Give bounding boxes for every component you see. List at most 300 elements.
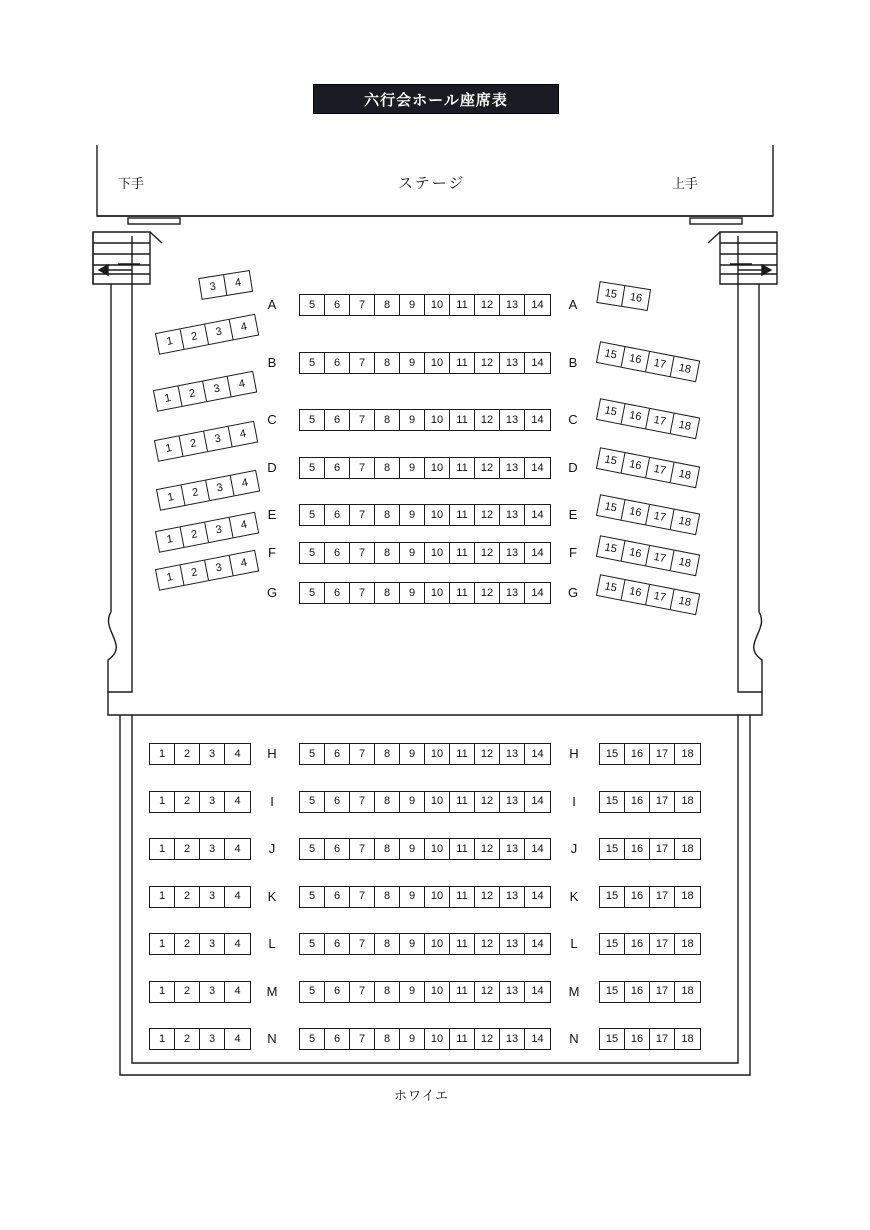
seat[interactable]: 17 (650, 1029, 675, 1049)
seat[interactable]: 9 (400, 982, 425, 1002)
seat[interactable]: 4 (234, 1032, 241, 1045)
seat[interactable]: 18 (681, 795, 694, 807)
seat[interactable]: 13 (500, 295, 525, 315)
seat[interactable]: 15 (597, 342, 625, 366)
seat[interactable]: 17 (650, 934, 675, 954)
seat[interactable]: 2 (181, 324, 209, 348)
seat-block-H-left[interactable] (149, 743, 251, 765)
seat[interactable]: 18 (681, 842, 694, 855)
seat[interactable]: 18 (681, 747, 694, 760)
seat-block-H-center[interactable] (299, 743, 551, 765)
seat[interactable]: 15 (600, 934, 625, 954)
seat[interactable]: 10 (425, 1029, 450, 1049)
seat[interactable]: 7 (350, 934, 375, 954)
seat[interactable]: 1 (150, 839, 175, 859)
seat[interactable]: 16 (625, 982, 650, 1002)
row-label-E-left: E (267, 507, 277, 522)
seat[interactable]: 3 (200, 792, 225, 812)
seat[interactable]: 10 (425, 792, 450, 812)
seat[interactable]: 16 (622, 453, 650, 477)
seat-block-G-right[interactable] (596, 574, 700, 615)
seat-block-N-center[interactable] (299, 1028, 551, 1050)
seat[interactable]: 10 (425, 583, 450, 603)
seat[interactable]: 5 (300, 744, 325, 764)
seat-block-I-left[interactable] (149, 791, 251, 813)
seat-block-M-right[interactable] (599, 981, 701, 1003)
seat[interactable]: 10 (425, 505, 450, 525)
seat[interactable]: 8 (375, 887, 400, 907)
seat[interactable]: 15 (597, 448, 625, 472)
seat[interactable]: 16 (625, 934, 650, 954)
seat[interactable]: 1 (150, 1029, 175, 1049)
seat[interactable]: 4 (238, 427, 247, 441)
seat[interactable]: 4 (234, 842, 241, 855)
seat[interactable]: 11 (450, 887, 475, 907)
row-label-I-left: I (270, 793, 274, 809)
seat[interactable]: 17 (646, 458, 674, 482)
seat[interactable]: 14 (531, 795, 544, 807)
seat[interactable]: 6 (325, 583, 350, 603)
seat[interactable]: 11 (450, 839, 475, 859)
seat[interactable]: 12 (475, 744, 500, 764)
seat[interactable]: 4 (239, 320, 248, 334)
seat[interactable]: 11 (450, 583, 475, 603)
seat[interactable]: 16 (629, 290, 644, 305)
seat-block-D-right[interactable] (596, 447, 700, 488)
seat-block-B-left[interactable] (155, 314, 259, 355)
seat[interactable]: 17 (646, 585, 674, 609)
seat-block-F-left[interactable] (155, 512, 259, 553)
seat-block-A-center[interactable] (299, 294, 551, 316)
seat[interactable]: 5 (300, 505, 325, 525)
seat[interactable]: 13 (500, 583, 525, 603)
seat[interactable]: 14 (531, 356, 544, 369)
seat[interactable]: 7 (350, 458, 375, 478)
seat-block-F-right[interactable] (596, 535, 700, 576)
seat[interactable]: 8 (375, 744, 400, 764)
seat[interactable]: 1 (156, 329, 184, 353)
seat-block-J-center[interactable] (299, 838, 551, 860)
seat[interactable]: 18 (681, 985, 694, 997)
seat[interactable]: 1 (150, 887, 175, 907)
seat[interactable]: 4 (240, 476, 249, 490)
seat[interactable]: 15 (597, 282, 625, 306)
seat[interactable]: 10 (425, 295, 450, 315)
seat[interactable]: 5 (300, 792, 325, 812)
seat-block-N-right[interactable] (599, 1028, 701, 1050)
seat[interactable]: 8 (375, 295, 400, 315)
seat[interactable]: 11 (450, 458, 475, 478)
seat[interactable]: 18 (681, 1032, 694, 1045)
seat[interactable]: 8 (375, 458, 400, 478)
seat[interactable]: 11 (450, 982, 475, 1002)
seat-block-M-center[interactable] (299, 981, 551, 1003)
seat[interactable]: 15 (597, 495, 625, 519)
seat[interactable]: 5 (300, 353, 325, 373)
seat[interactable]: 1 (154, 386, 182, 410)
row-label-L-right: L (570, 936, 578, 951)
seat[interactable]: 8 (375, 1029, 400, 1049)
seat[interactable]: 2 (180, 431, 208, 455)
seat-block-A-left[interactable] (198, 270, 253, 300)
seat[interactable]: 14 (531, 413, 544, 426)
seat[interactable]: 2 (175, 839, 200, 859)
seat[interactable]: 15 (597, 536, 625, 560)
seat-block-A-right[interactable] (596, 281, 651, 311)
seat[interactable]: 16 (622, 347, 650, 371)
seat[interactable]: 10 (425, 543, 450, 563)
seat[interactable]: 1 (150, 792, 175, 812)
seat[interactable]: 8 (375, 982, 400, 1002)
seat[interactable]: 1 (157, 485, 185, 509)
seat[interactable]: 3 (200, 744, 225, 764)
seat[interactable]: 6 (325, 458, 350, 478)
seat[interactable]: 3 (204, 427, 232, 451)
seat[interactable]: 12 (475, 505, 500, 525)
seat-block-L-center[interactable] (299, 933, 551, 955)
seat-block-C-right[interactable] (596, 398, 700, 439)
seat[interactable]: 13 (500, 1029, 525, 1049)
seat[interactable]: 14 (531, 461, 544, 474)
seat[interactable]: 9 (400, 410, 425, 430)
seat[interactable]: 7 (350, 410, 375, 430)
seat[interactable]: 10 (425, 410, 450, 430)
seat-block-C-left[interactable] (153, 371, 257, 412)
seat[interactable]: 13 (500, 839, 525, 859)
seat[interactable]: 7 (350, 1029, 375, 1049)
seat[interactable]: 9 (400, 295, 425, 315)
seat[interactable]: 17 (650, 792, 675, 812)
seat-block-B-right[interactable] (596, 341, 700, 382)
seat[interactable]: 16 (625, 744, 650, 764)
seat[interactable]: 6 (325, 839, 350, 859)
seat[interactable]: 15 (600, 792, 625, 812)
seat[interactable]: 18 (677, 467, 693, 482)
seat-block-C-center[interactable] (299, 409, 551, 431)
seat-block-M-left[interactable] (149, 981, 251, 1003)
seat[interactable]: 9 (400, 934, 425, 954)
seat[interactable]: 5 (300, 583, 325, 603)
seat[interactable]: 6 (325, 295, 350, 315)
seat[interactable]: 15 (600, 887, 625, 907)
seat[interactable]: 8 (375, 839, 400, 859)
seat[interactable]: 6 (325, 505, 350, 525)
seat[interactable]: 5 (300, 410, 325, 430)
seat[interactable]: 4 (233, 276, 242, 289)
seat-block-K-right[interactable] (599, 886, 701, 908)
seat[interactable]: 13 (500, 410, 525, 430)
seat[interactable]: 7 (350, 982, 375, 1002)
seat[interactable]: 2 (175, 934, 200, 954)
seat[interactable]: 1 (156, 565, 184, 589)
seat[interactable]: 9 (400, 792, 425, 812)
seat[interactable]: 3 (200, 934, 225, 954)
seat[interactable]: 14 (531, 890, 544, 902)
seat[interactable]: 7 (350, 792, 375, 812)
seat[interactable]: 16 (625, 792, 650, 812)
seat[interactable]: 11 (450, 410, 475, 430)
seat[interactable]: 13 (500, 505, 525, 525)
seat[interactable]: 15 (600, 1029, 625, 1049)
seat[interactable]: 7 (350, 543, 375, 563)
seat[interactable]: 5 (300, 295, 325, 315)
seat[interactable]: 12 (475, 353, 500, 373)
seat[interactable]: 4 (234, 985, 241, 997)
seat-block-E-left[interactable] (156, 470, 260, 511)
seat[interactable]: 3 (200, 839, 225, 859)
seat[interactable]: 9 (400, 505, 425, 525)
seat[interactable]: 4 (239, 518, 248, 532)
seat[interactable]: 11 (450, 353, 475, 373)
seat-block-K-left[interactable] (149, 886, 251, 908)
seat[interactable]: 9 (400, 458, 425, 478)
seat[interactable]: 10 (425, 458, 450, 478)
seat[interactable]: 3 (203, 377, 231, 401)
seat[interactable]: 11 (450, 934, 475, 954)
seat[interactable]: 18 (677, 418, 693, 433)
seat[interactable]: 11 (450, 792, 475, 812)
seat[interactable]: 15 (600, 839, 625, 859)
seat[interactable]: 12 (475, 1029, 500, 1049)
seat[interactable]: 18 (681, 937, 694, 950)
stage-left-label: 下手 (118, 176, 145, 191)
seat-block-K-center[interactable] (299, 886, 551, 908)
seat[interactable]: 13 (500, 543, 525, 563)
seat[interactable]: 13 (500, 744, 525, 764)
seat[interactable]: 12 (475, 982, 500, 1002)
seat[interactable]: 1 (150, 982, 175, 1002)
seat[interactable]: 1 (150, 744, 175, 764)
seat[interactable]: 2 (181, 560, 209, 584)
seat[interactable]: 14 (531, 937, 544, 950)
seat[interactable]: 1 (150, 934, 175, 954)
seat[interactable]: 6 (325, 982, 350, 1002)
seat[interactable]: 16 (625, 1029, 650, 1049)
seat[interactable]: 18 (677, 361, 693, 376)
seat[interactable]: 12 (475, 410, 500, 430)
seat[interactable]: 12 (475, 792, 500, 812)
seat-block-L-left[interactable] (149, 933, 251, 955)
seat-block-J-right[interactable] (599, 838, 701, 860)
seat[interactable]: 13 (500, 458, 525, 478)
seat[interactable]: 8 (375, 543, 400, 563)
row-label-C-left: C (267, 412, 277, 427)
seat[interactable]: 8 (375, 505, 400, 525)
seat[interactable]: 15 (600, 744, 625, 764)
row-label-H-right: H (569, 746, 579, 761)
seat[interactable]: 10 (425, 353, 450, 373)
seat[interactable]: 2 (175, 792, 200, 812)
seat-block-L-right[interactable] (599, 933, 701, 955)
seat[interactable]: 1 (155, 436, 183, 460)
seat[interactable]: 11 (450, 295, 475, 315)
seat[interactable]: 14 (531, 842, 544, 855)
seat[interactable]: 6 (325, 744, 350, 764)
seat[interactable]: 2 (175, 982, 200, 1002)
seat[interactable]: 11 (450, 1029, 475, 1049)
row-label-D-right: D (568, 460, 578, 475)
seat-block-J-left[interactable] (149, 838, 251, 860)
seat-block-E-right[interactable] (596, 494, 700, 535)
seat[interactable]: 17 (650, 982, 675, 1002)
seat[interactable]: 2 (179, 381, 207, 405)
seat[interactable]: 10 (425, 934, 450, 954)
seat[interactable]: 8 (375, 583, 400, 603)
seat[interactable]: 2 (182, 480, 210, 504)
seat[interactable]: 12 (475, 458, 500, 478)
seat[interactable]: 7 (350, 839, 375, 859)
seat[interactable]: 9 (400, 887, 425, 907)
seat[interactable]: 14 (531, 298, 544, 311)
seat[interactable]: 9 (400, 1029, 425, 1049)
row-label-L-left: L (268, 936, 276, 951)
seat[interactable]: 10 (425, 744, 450, 764)
seat[interactable]: 6 (325, 353, 350, 373)
seat[interactable]: 7 (350, 295, 375, 315)
seat[interactable]: 7 (350, 744, 375, 764)
seat[interactable]: 7 (350, 505, 375, 525)
seat[interactable]: 5 (300, 982, 325, 1002)
seat[interactable]: 9 (400, 543, 425, 563)
seat[interactable]: 16 (622, 500, 650, 524)
seat[interactable]: 5 (300, 1029, 325, 1049)
seat[interactable]: 4 (234, 747, 241, 760)
seat[interactable]: 12 (475, 583, 500, 603)
stage-right-label: 上手 (672, 176, 699, 191)
seat[interactable]: 13 (500, 887, 525, 907)
seat[interactable]: 2 (175, 1029, 200, 1049)
seat-block-D-left[interactable] (154, 421, 258, 462)
seat[interactable]: 17 (650, 744, 675, 764)
seat[interactable]: 3 (205, 556, 233, 580)
seat[interactable]: 11 (450, 744, 475, 764)
seat[interactable]: 2 (175, 744, 200, 764)
seat-block-F-center[interactable] (299, 542, 551, 564)
seat[interactable]: 3 (206, 476, 234, 500)
seat[interactable]: 16 (622, 541, 650, 565)
seat[interactable]: 16 (625, 839, 650, 859)
seat[interactable]: 12 (475, 887, 500, 907)
seat-block-H-right[interactable] (599, 743, 701, 765)
seat[interactable]: 15 (597, 575, 625, 599)
seat[interactable]: 16 (625, 887, 650, 907)
seat[interactable]: 4 (237, 377, 246, 391)
seat[interactable]: 4 (239, 556, 248, 570)
seat[interactable]: 3 (200, 1029, 225, 1049)
seat[interactable]: 6 (325, 792, 350, 812)
seat[interactable]: 10 (425, 839, 450, 859)
seat[interactable]: 11 (450, 505, 475, 525)
seat[interactable]: 3 (205, 320, 233, 344)
seat[interactable]: 6 (325, 887, 350, 907)
seat-block-G-left[interactable] (155, 550, 259, 591)
seat[interactable]: 14 (531, 586, 544, 599)
seat[interactable]: 5 (300, 458, 325, 478)
seat[interactable]: 5 (300, 543, 325, 563)
seat[interactable]: 17 (646, 409, 674, 433)
seat[interactable]: 11 (450, 543, 475, 563)
seat[interactable]: 7 (350, 887, 375, 907)
seat[interactable]: 9 (400, 744, 425, 764)
seat[interactable]: 18 (681, 890, 694, 902)
seat[interactable]: 16 (622, 404, 650, 428)
seat-block-E-center[interactable] (299, 504, 551, 526)
seat[interactable]: 17 (646, 352, 674, 376)
seat[interactable]: 2 (181, 522, 209, 546)
seat[interactable]: 9 (400, 353, 425, 373)
seat[interactable]: 4 (234, 937, 241, 950)
seat[interactable]: 17 (646, 505, 674, 529)
seat-block-B-center[interactable] (299, 352, 551, 374)
seat[interactable]: 14 (531, 747, 544, 760)
seat[interactable]: 8 (375, 410, 400, 430)
seat[interactable]: 10 (425, 982, 450, 1002)
seat[interactable]: 6 (325, 543, 350, 563)
seat[interactable]: 3 (200, 887, 225, 907)
seat[interactable]: 5 (300, 839, 325, 859)
seat[interactable]: 2 (175, 887, 200, 907)
seat[interactable]: 3 (199, 275, 227, 299)
seat[interactable]: 4 (234, 890, 241, 902)
seat[interactable]: 16 (622, 580, 650, 604)
seat[interactable]: 3 (205, 518, 233, 542)
seat[interactable]: 13 (500, 934, 525, 954)
seat-block-I-center[interactable] (299, 791, 551, 813)
seat[interactable]: 12 (475, 934, 500, 954)
seat[interactable]: 17 (650, 887, 675, 907)
seat[interactable]: 6 (325, 1029, 350, 1049)
seat[interactable]: 12 (475, 839, 500, 859)
seat[interactable]: 7 (350, 583, 375, 603)
seat[interactable]: 5 (300, 934, 325, 954)
seat[interactable]: 3 (200, 982, 225, 1002)
seat[interactable]: 12 (475, 543, 500, 563)
seat[interactable]: 18 (677, 555, 693, 570)
seat[interactable]: 14 (531, 546, 544, 559)
seat-block-I-right[interactable] (599, 791, 701, 813)
seat[interactable]: 12 (475, 295, 500, 315)
seat[interactable]: 17 (650, 839, 675, 859)
seat[interactable]: 13 (500, 982, 525, 1002)
seat[interactable]: 15 (597, 399, 625, 423)
seat[interactable]: 18 (677, 514, 693, 529)
seat[interactable]: 1 (156, 527, 184, 551)
seat[interactable]: 8 (375, 934, 400, 954)
seat-block-D-center[interactable] (299, 457, 551, 479)
seat[interactable]: 5 (300, 887, 325, 907)
seat[interactable]: 6 (325, 410, 350, 430)
seat[interactable]: 7 (350, 353, 375, 373)
seat[interactable]: 15 (600, 982, 625, 1002)
seat[interactable]: 4 (234, 795, 241, 807)
seat[interactable]: 13 (500, 792, 525, 812)
seat[interactable]: 9 (400, 583, 425, 603)
seat[interactable]: 18 (677, 594, 693, 609)
seat[interactable]: 14 (531, 1032, 544, 1045)
seat[interactable]: 17 (646, 546, 674, 570)
seat[interactable]: 13 (500, 353, 525, 373)
seat-block-G-center[interactable] (299, 582, 551, 604)
seat[interactable]: 8 (375, 353, 400, 373)
row-label-I-right: I (572, 793, 576, 809)
seat[interactable]: 6 (325, 934, 350, 954)
seat-block-N-left[interactable] (149, 1028, 251, 1050)
seat[interactable]: 9 (400, 839, 425, 859)
seat[interactable]: 14 (531, 985, 544, 997)
seat[interactable]: 8 (375, 792, 400, 812)
seat[interactable]: 10 (425, 887, 450, 907)
seat[interactable]: 14 (531, 508, 544, 521)
